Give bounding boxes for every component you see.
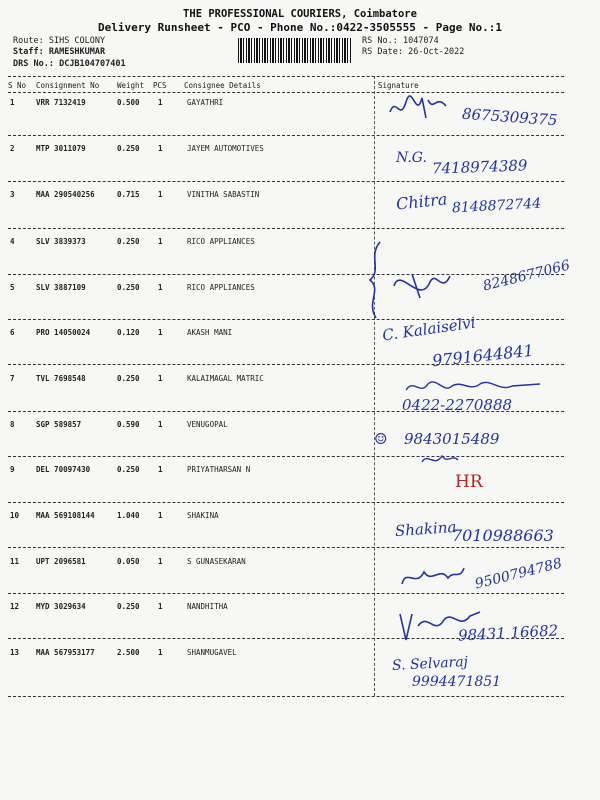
row-consignment: TVL 7698548 (36, 374, 86, 383)
row-weight: 0.715 (117, 190, 140, 199)
handwritten-phone: 7418974389 (431, 156, 528, 178)
rs-date-label: RS Date: (362, 47, 403, 57)
row-pcs: 1 (158, 144, 163, 153)
handwritten-name: Chitra (395, 189, 449, 214)
row-sno: 12 (10, 602, 20, 611)
row-sno: 10 (10, 511, 20, 520)
row-consignment: MAA 569108144 (36, 511, 95, 520)
row-consignee: AKASH MANI (187, 328, 233, 337)
row-consignment: DEL 70097430 (36, 465, 91, 474)
route-line (13, 36, 105, 46)
row-sno: 4 (10, 237, 15, 246)
row-weight: 0.590 (117, 420, 140, 429)
runsheet-subtitle: Delivery Runsheet - PCO - Phone No.:0422-3505555 - Page No.:1 (98, 21, 502, 34)
handwritten-phone: 8248677066 (481, 257, 572, 295)
row-consignment: MTP 3011079 (36, 144, 86, 153)
row-sno: 1 (10, 98, 15, 107)
row-rule (8, 181, 564, 182)
handwritten-phone: 0422-2270888 (402, 396, 513, 414)
row-consignee: PRIYATHARSAN N (187, 465, 251, 474)
handwritten-phone: 9994471851 (412, 674, 502, 690)
row-weight: 0.050 (117, 557, 140, 566)
row-pcs: 1 (158, 557, 163, 566)
handwritten-name: C. Kalaiselvi (381, 313, 477, 345)
row-rule (8, 228, 564, 229)
rs-date-value: 26-Oct-2022 (408, 47, 465, 57)
signature-column-rule (374, 76, 375, 696)
rs-date-line (362, 47, 464, 57)
signature-scribble (400, 374, 550, 398)
col-header-pcs: PCS (153, 81, 167, 90)
handwritten-phone: 9500794788 (473, 555, 564, 593)
handwritten-name: S. Selvaraj (391, 654, 469, 674)
row-weight: 0.250 (117, 374, 140, 383)
row-consignment: VRR 7132419 (36, 98, 86, 107)
handwritten-phone: 98431 16682 (457, 621, 559, 645)
handwritten-phone: 9791644841 (431, 340, 535, 371)
barcode (238, 38, 352, 63)
col-header-consignee: Consignee Details (184, 81, 261, 90)
row-rule (8, 593, 564, 594)
row-consignment: SLV 3839373 (36, 237, 86, 246)
row-weight: 0.250 (117, 465, 140, 474)
drs-value: DCJB104707401 (59, 59, 126, 69)
table-top-rule (8, 76, 564, 77)
staff-line (13, 47, 105, 57)
row-weight: 2.500 (117, 648, 140, 657)
rs-no-value: 1047074 (402, 36, 439, 46)
row-sno: 6 (10, 328, 15, 337)
row-pcs: 1 (158, 648, 163, 657)
row-weight: 0.250 (117, 237, 140, 246)
row-sno: 9 (10, 465, 15, 474)
row-consignee: NANDHITHA (187, 602, 228, 611)
row-rule (8, 135, 564, 136)
col-header-signature: Signature (378, 81, 419, 90)
row-sno: 11 (10, 557, 20, 566)
handwritten-phone: 8148872744 (451, 195, 542, 217)
row-consignee: RICO APPLIANCES (187, 237, 255, 246)
row-sno: 2 (10, 144, 15, 153)
header-bottom-rule (8, 92, 564, 93)
row-consignment: MAA 567953177 (36, 648, 95, 657)
row-pcs: 1 (158, 98, 163, 107)
row-sno: 5 (10, 283, 15, 292)
row-pcs: 1 (158, 237, 163, 246)
handwritten-phone: 7010988663 (452, 526, 554, 545)
handwritten-phone: 8675309375 (461, 104, 558, 130)
row-consignee: S GUNASEKARAN (187, 557, 246, 566)
handwritten-phone: 9843015489 (404, 430, 500, 448)
row-consignee: KALAIMAGAL MATRIC (187, 374, 264, 383)
row-consignee: RICO APPLIANCES (187, 283, 255, 292)
rs-no-line (362, 36, 439, 46)
row-consignee: VENUGOPAL (187, 420, 228, 429)
row-consignment: PRO 14050024 (36, 328, 91, 337)
row-weight: 0.250 (117, 602, 140, 611)
row-pcs: 1 (158, 374, 163, 383)
signature-scribble (350, 236, 460, 322)
handwritten-initials: N.G. (396, 150, 427, 166)
row-sno: 8 (10, 420, 15, 429)
row-consignee: GAYATHRI (187, 98, 224, 107)
row-pcs: 1 (158, 602, 163, 611)
col-header-consignment: Consignment No (36, 81, 100, 90)
row-pcs: 1 (158, 283, 163, 292)
row-consignment: UPT 2096581 (36, 557, 86, 566)
handwritten-name: Shakina (394, 517, 457, 541)
rs-no-label: RS No.: (362, 36, 398, 46)
route-value: SIHS COLONY (48, 36, 106, 46)
row-weight: 1.040 (117, 511, 140, 520)
drs-label: DRS No.: (13, 59, 54, 69)
row-pcs: 1 (158, 511, 163, 520)
signature-scribble (420, 452, 460, 468)
staff-label: Staff: (13, 47, 44, 57)
row-pcs: 1 (158, 420, 163, 429)
signature-scribble (396, 562, 466, 590)
row-sno: 7 (10, 374, 15, 383)
row-pcs: 1 (158, 465, 163, 474)
row-rule (8, 502, 564, 503)
drs-line (13, 59, 126, 69)
col-header-sno: S No (8, 81, 27, 90)
row-consignee: SHAKINA (187, 511, 219, 520)
staff-value: RAMESHKUMAR (48, 47, 106, 57)
row-consignment: SGP 589857 (36, 420, 82, 429)
row-weight: 0.500 (117, 98, 140, 107)
handwritten-initials-red: HR (455, 472, 483, 492)
row-consignee: SHANMUGAVEL (187, 648, 237, 657)
table-bottom-rule (8, 696, 564, 697)
row-sno: 3 (10, 190, 15, 199)
col-header-weight: Weight (117, 81, 145, 90)
row-weight: 0.250 (117, 144, 140, 153)
row-consignment: SLV 3887109 (36, 283, 86, 292)
row-rule (8, 547, 564, 548)
row-rule (8, 319, 564, 320)
row-weight: 0.250 (117, 283, 140, 292)
row-rule (8, 274, 564, 275)
row-consignee: VINITHA SABASTIN (187, 190, 260, 199)
row-consignment: MAA 290540256 (36, 190, 95, 199)
route-label: Route: (13, 36, 44, 46)
row-consignment: MYD 3029634 (36, 602, 86, 611)
row-consignee: JAYEM AUTOMOTIVES (187, 144, 264, 153)
row-pcs: 1 (158, 328, 163, 337)
row-sno: 13 (10, 648, 20, 657)
handwritten-mark: ☺ (374, 430, 388, 448)
signature-scribble (386, 92, 456, 126)
row-rule (8, 456, 564, 457)
company-title: THE PROFESSIONAL COURIERS, Coimbatore (183, 8, 417, 20)
row-pcs: 1 (158, 190, 163, 199)
row-weight: 0.120 (117, 328, 140, 337)
